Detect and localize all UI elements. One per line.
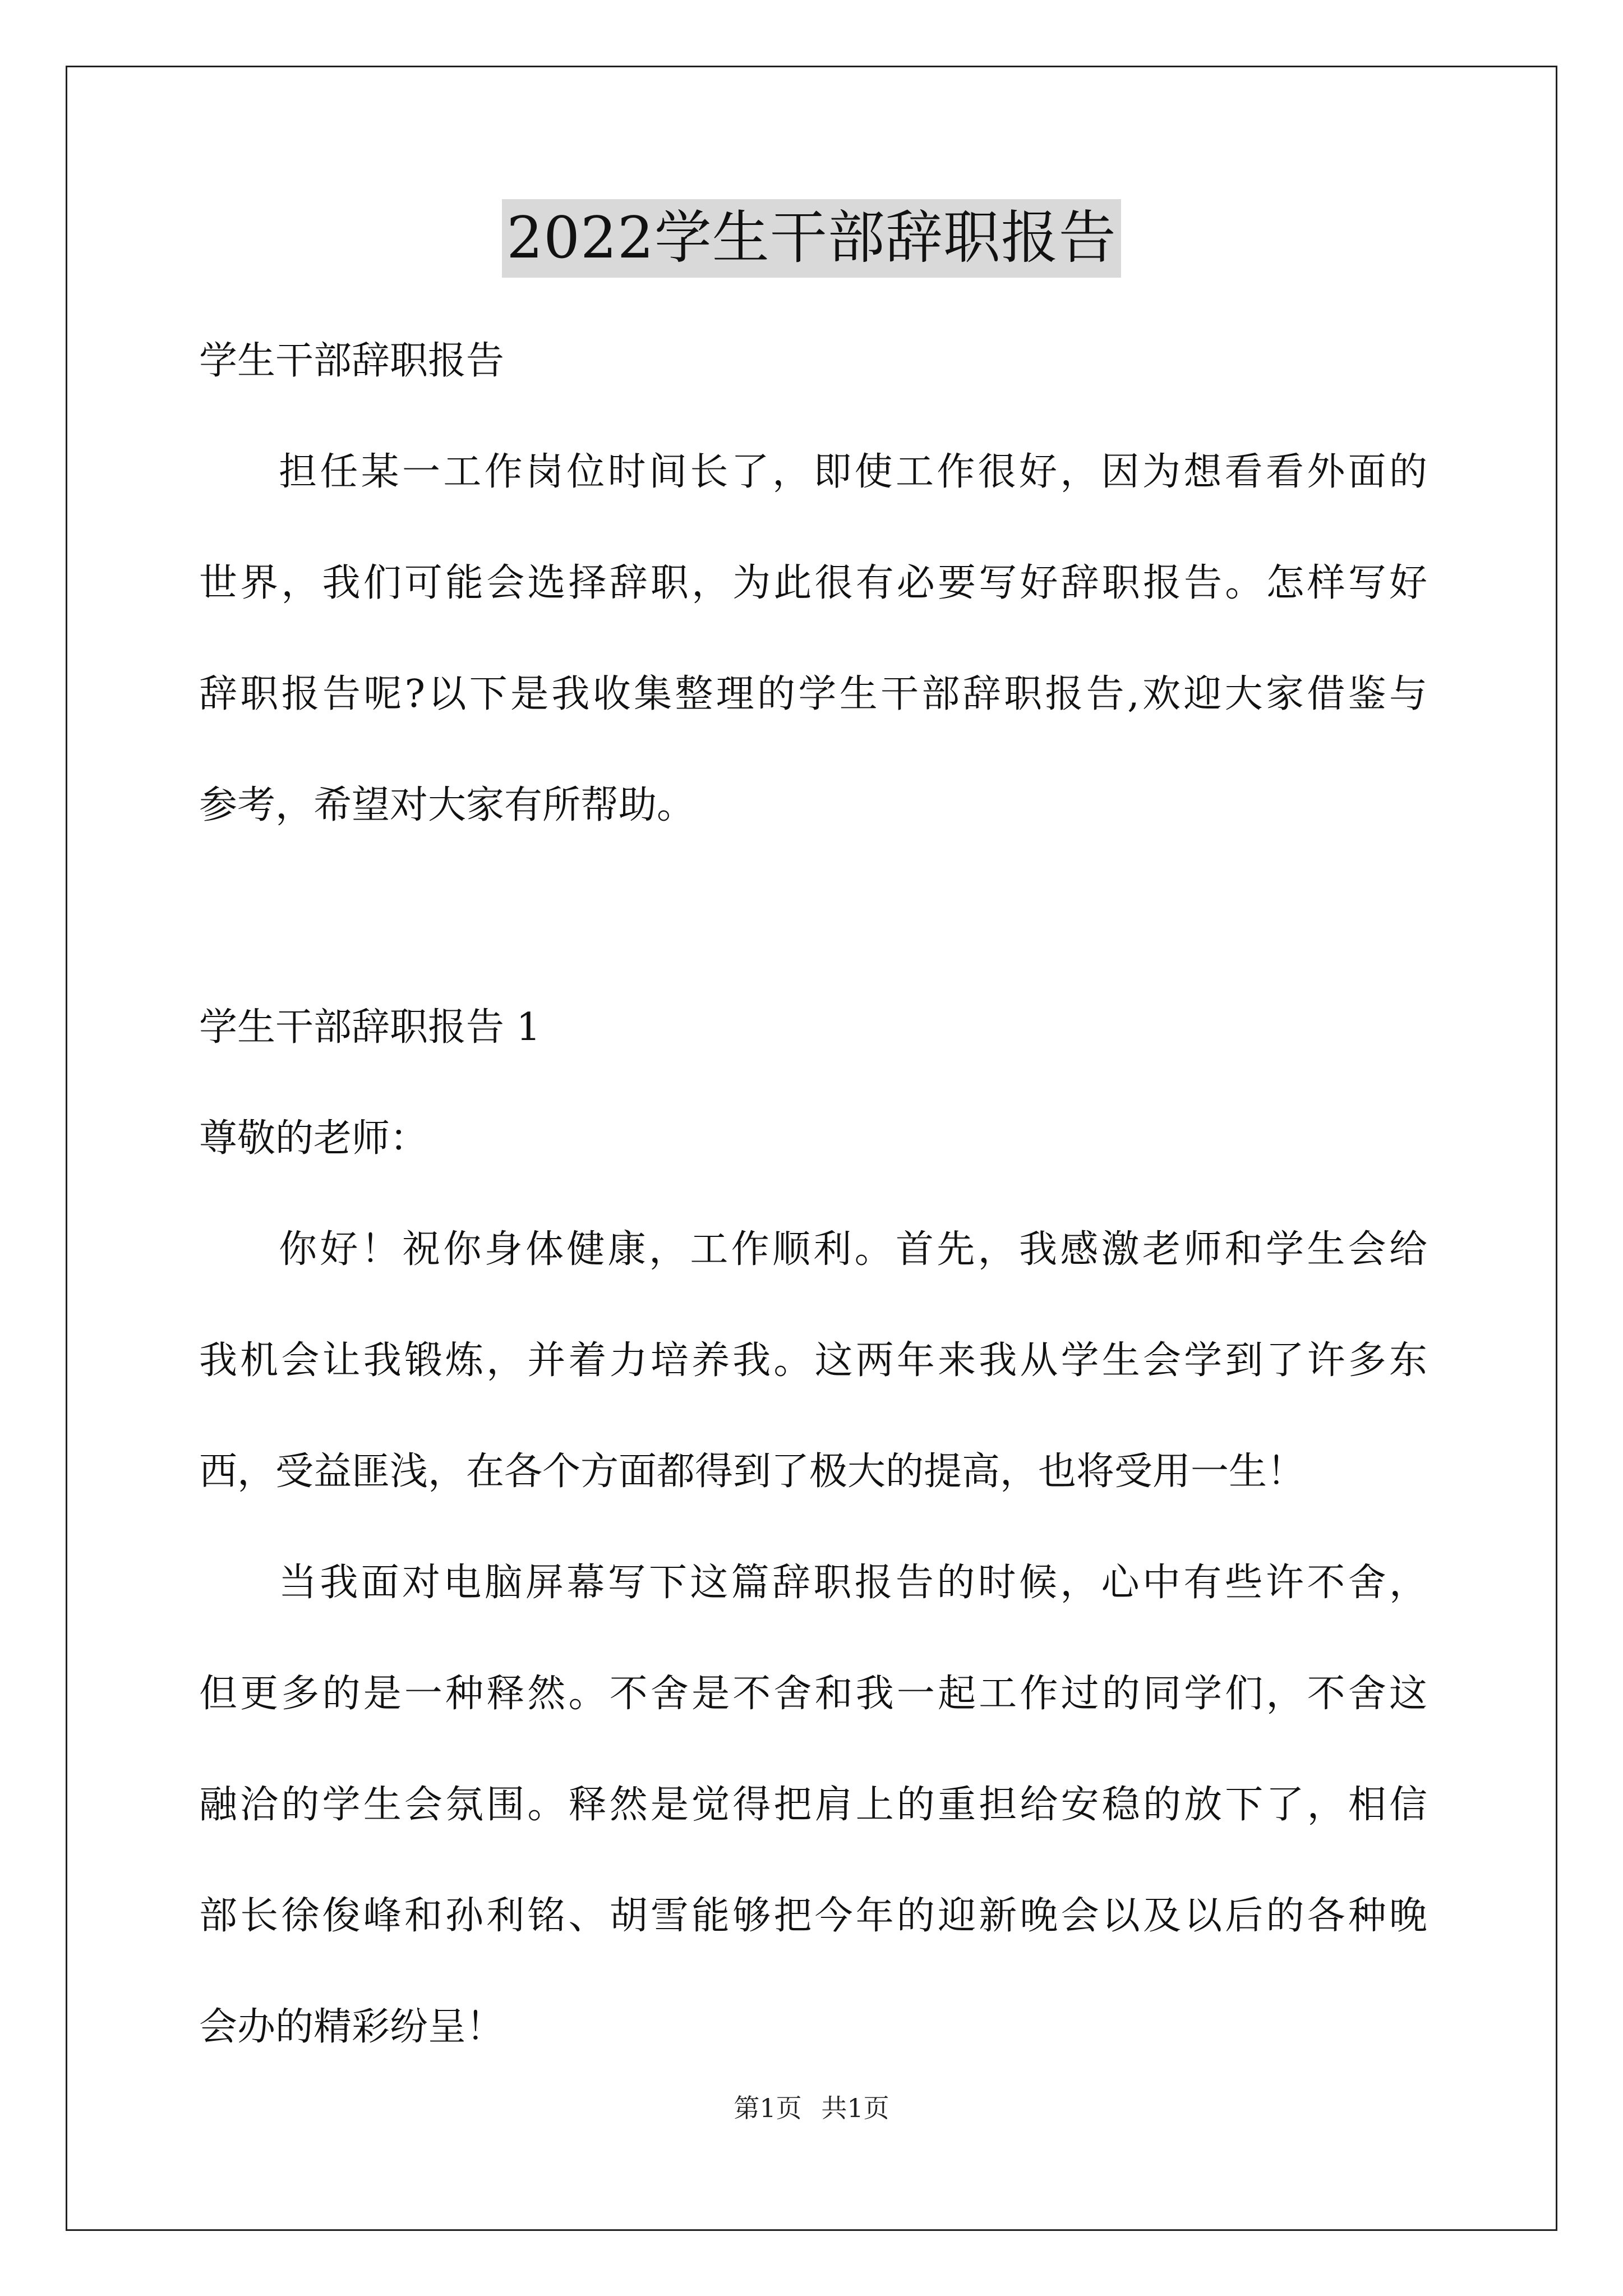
spacer xyxy=(199,861,1427,972)
intro-line: 担任某一工作岗位时间长了，即使工作很好，因为想看看外面的 xyxy=(279,450,1427,494)
page-footer xyxy=(0,2091,1623,2125)
paragraph-line: 部长徐俊峰和孙利铭、胡雪能够把今年的迎新晚会以及以后的各种晚 xyxy=(199,1894,1427,1938)
intro-line: 世界，我们可能会选择辞职，为此很有必要写好辞职报告。怎样写好 xyxy=(199,561,1427,605)
heading: 学生干部辞职报告 xyxy=(199,339,505,383)
paragraph-line: 你好！祝你身体健康，工作顺利。首先，我感激老师和学生会给 xyxy=(279,1227,1427,1272)
page-total: 共1页 xyxy=(821,2093,889,2123)
paragraph-line: 但更多的是一种释然。不舍是不舍和我一起工作过的同学们，不舍这 xyxy=(199,1672,1427,1716)
section-title: 学生干部辞职报告 1 xyxy=(199,1005,541,1050)
paragraph-line: 当我面对电脑屏幕写下这篇辞职报告的时候，心中有些许不舍， xyxy=(279,1561,1427,1605)
document-title: 2022学生干部辞职报告 xyxy=(502,199,1121,278)
paragraph-line: 西，受益匪浅，在各个方面都得到了极大的提高，也将受用一生！ xyxy=(199,1450,1306,1494)
paragraph-line: 会办的精彩纷呈！ xyxy=(199,2005,505,2049)
title-container xyxy=(0,199,1623,278)
intro-line: 辞职报告呢?以下是我收集整理的学生干部辞职报告,欢迎大家借鉴与 xyxy=(199,672,1427,716)
salutation: 尊敬的老师： xyxy=(199,1116,428,1161)
paragraph-line: 融洽的学生会氛围。释然是觉得把肩上的重担给安稳的放下了，相信 xyxy=(199,1783,1427,1827)
document-body xyxy=(199,306,1427,2083)
intro-line: 参考，希望对大家有所帮助。 xyxy=(199,783,695,827)
paragraph-line: 我机会让我锻炼，并着力培养我。这两年来我从学生会学到了许多东 xyxy=(199,1338,1427,1383)
page-number: 第1页 xyxy=(734,2093,802,2123)
